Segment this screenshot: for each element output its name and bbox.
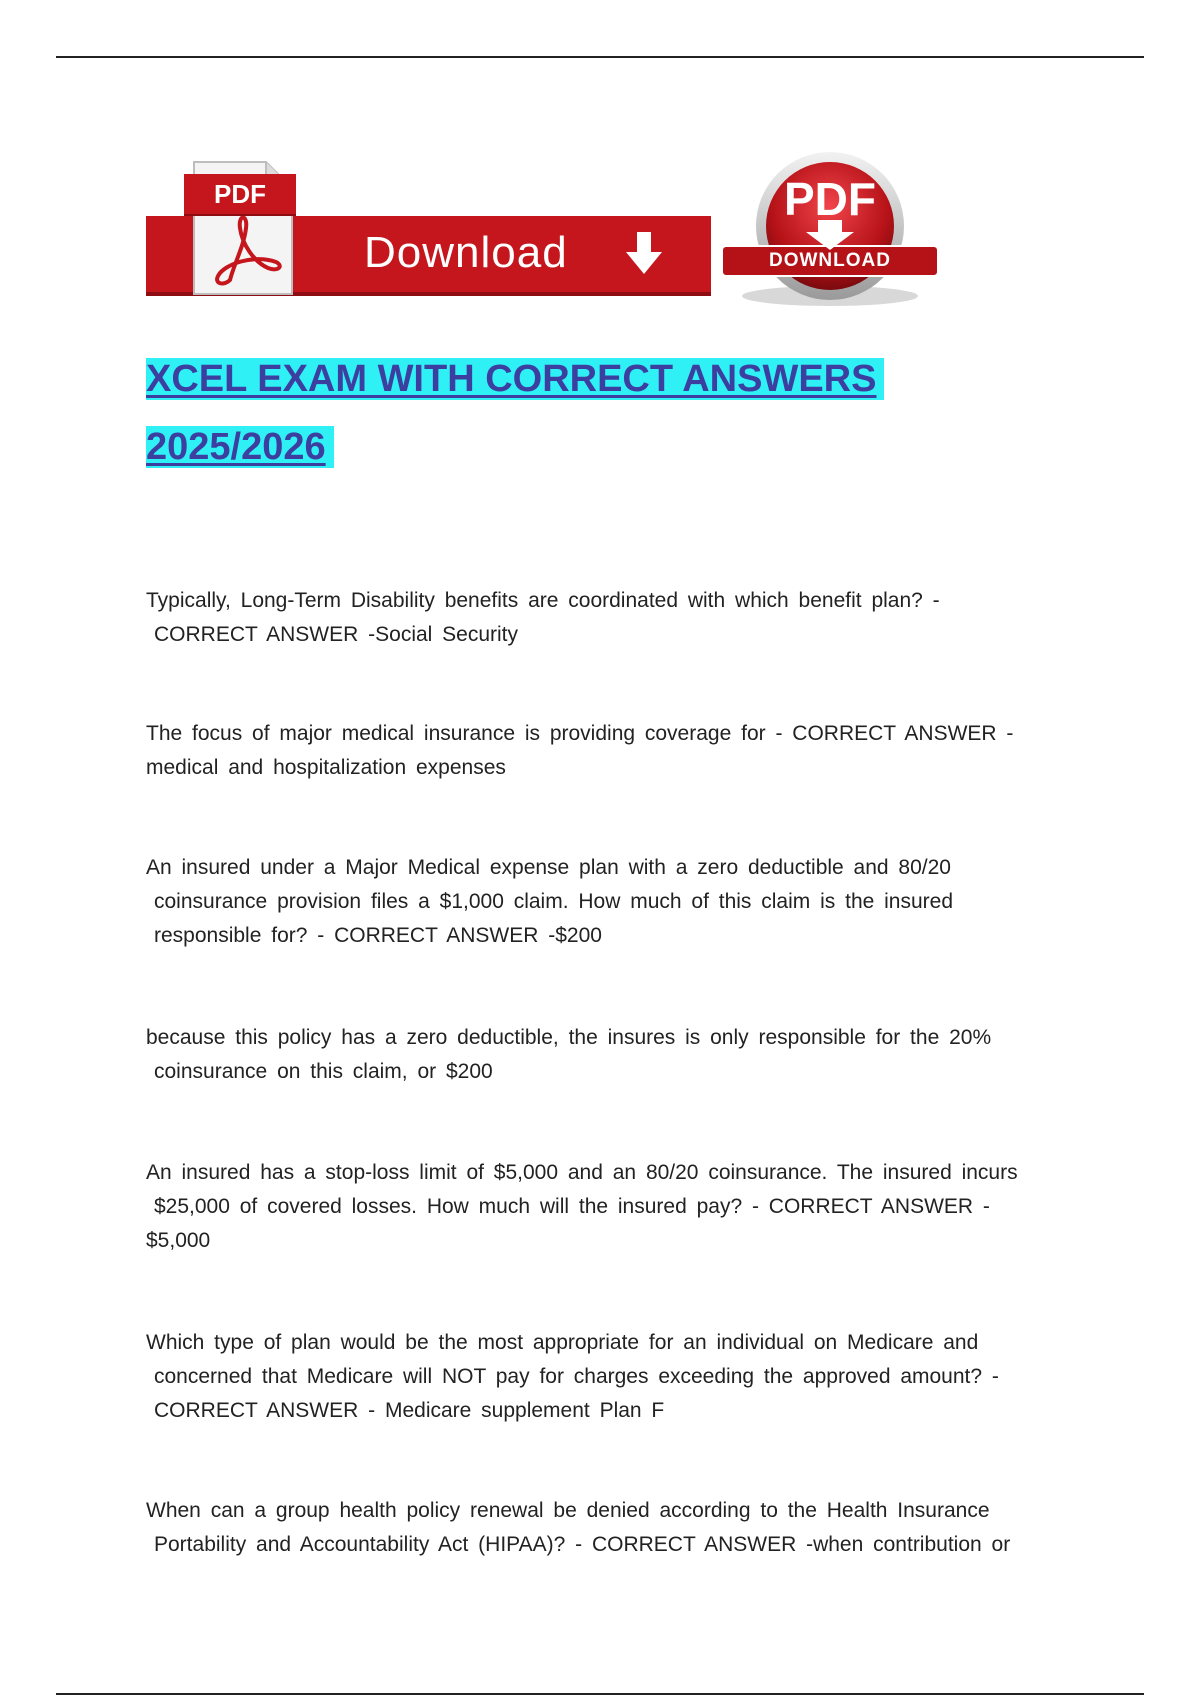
title-line-1[interactable]: XCEL EXAM WITH CORRECT ANSWERS: [146, 358, 884, 400]
qa-line: CORRECT ANSWER -Social Security: [154, 623, 519, 646]
title-line-2[interactable]: 2025/2026: [146, 426, 334, 468]
qa-line: coinsurance provision files a $1,000 claim. How much of this claim is the insured: [154, 890, 954, 913]
pdf-button-sublabel: DOWNLOAD: [769, 250, 891, 271]
qa-line: $25,000 of covered losses. How much will the insured pay? - CORRECT ANSWER -: [154, 1195, 990, 1218]
qa-item: [146, 1156, 1086, 1258]
qa-line: When can a group health policy renewal be denied according to the Health Insurance: [146, 1499, 990, 1522]
qa-item: [146, 851, 1086, 953]
page-title[interactable]: [146, 345, 1046, 481]
pdf-download-button[interactable]: [720, 150, 940, 310]
qa-line: Portability and Accountability Act (HIPAA)? - CORRECT ANSWER -when contribution or: [154, 1533, 1011, 1556]
down-arrow-icon: [624, 232, 664, 276]
qa-line: concerned that Medicare will NOT pay for charges exceeding the approved amount? -: [154, 1365, 999, 1388]
qa-line: coinsurance on this claim, or $200: [154, 1060, 493, 1083]
pdf-button-label: PDF: [784, 173, 876, 225]
qa-item: [146, 1494, 1086, 1562]
qa-line: Which type of plan would be the most appropriate for an individual on Medicare and: [146, 1331, 979, 1354]
qa-line: responsible for? - CORRECT ANSWER -$200: [154, 924, 602, 947]
qa-item: [146, 717, 1086, 785]
bottom-rule: [56, 1693, 1144, 1695]
download-label: Download: [364, 228, 568, 277]
pdf-file-icon: [184, 158, 296, 298]
download-banner[interactable]: [146, 150, 946, 310]
qa-line: An insured has a stop-loss limit of $5,000 and an 80/20 coinsurance. The insured incurs: [146, 1161, 1018, 1184]
qa-line: because this policy has a zero deductible, the insures is only responsible for the 20%: [146, 1026, 992, 1049]
qa-item: [146, 1021, 1086, 1089]
qa-line: medical and hospitalization expenses: [146, 756, 506, 779]
qa-item: [146, 584, 1086, 652]
qa-line: Typically, Long-Term Disability benefits are coordinated with which benefit plan? -: [146, 589, 940, 612]
qa-item: [146, 1326, 1086, 1428]
top-rule: [56, 56, 1144, 58]
qa-line: $5,000: [146, 1229, 211, 1252]
qa-line: CORRECT ANSWER - Medicare supplement Plan F: [154, 1399, 665, 1422]
qa-line: An insured under a Major Medical expense plan with a zero deductible and 80/20: [146, 856, 951, 879]
pdf-tag: PDF: [184, 174, 296, 214]
qa-line: The focus of major medical insurance is providing coverage for - CORRECT ANSWER -: [146, 722, 1014, 745]
